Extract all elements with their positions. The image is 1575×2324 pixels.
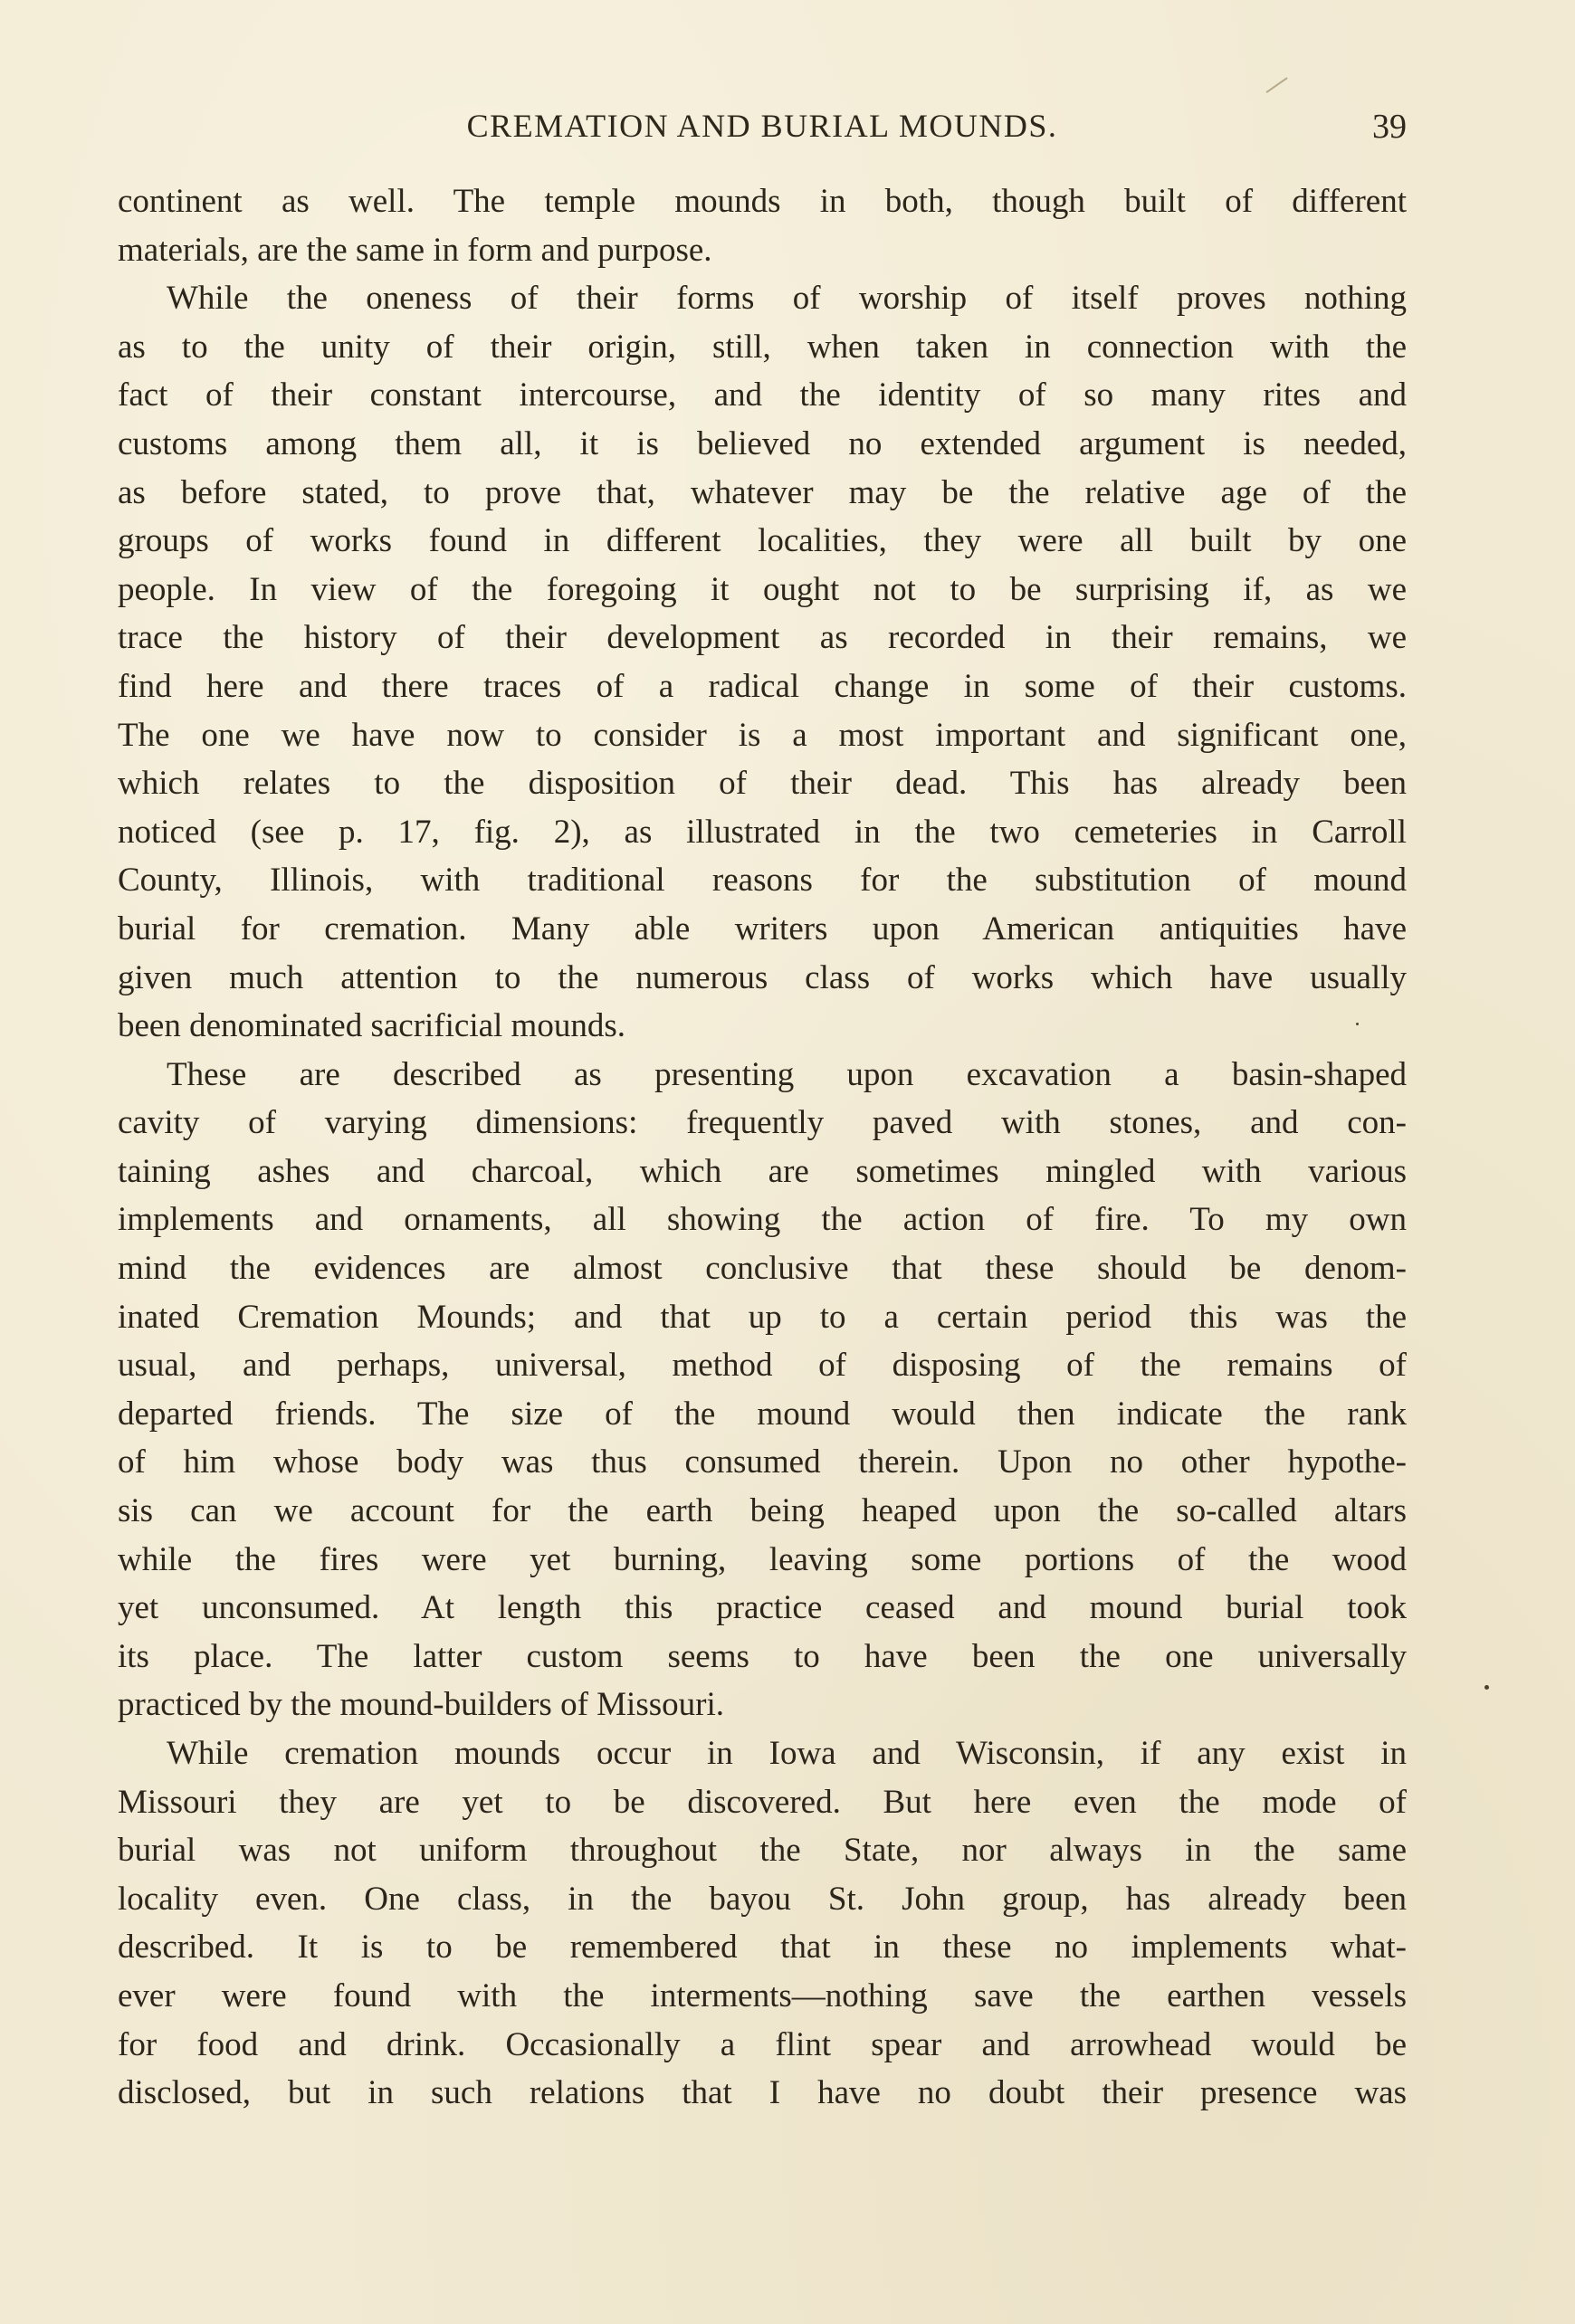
- text-line: described. It is to be remembered that in these no implements what-: [118, 1929, 1407, 1967]
- text-line: of him whose body was thus consumed therein. Upon no other hypothe-: [118, 1443, 1407, 1481]
- text-line: burial for cremation. Many able writers upon American antiquities have: [118, 910, 1407, 948]
- text-line: County, Illinois, with traditional reasons for the substitution of mound: [118, 862, 1407, 900]
- text-line: customs among them all, it is believed no extended argument is needed,: [118, 424, 1407, 462]
- page-number: 39: [1372, 108, 1407, 146]
- text-line: noticed (see p. 17, fig. 2), as illustrated in the two cemeteries in Carroll: [118, 813, 1407, 851]
- text-line: been denominated sacrificial mounds.: [118, 1007, 625, 1045]
- text-line: The one we have now to consider is a most important and significant one,: [118, 716, 1407, 754]
- text-line: While cremation mounds occur in Iowa and Wisconsin, if any exist in: [167, 1735, 1407, 1772]
- text-line: sis can we account for the earth being heaped upon the so-called altars: [118, 1492, 1407, 1530]
- text-line: continent as well. The temple mounds in both, though built of different: [118, 183, 1407, 220]
- text-line: as to the unity of their origin, still, when taken in connection with the: [118, 328, 1407, 366]
- text-line: materials, are the same in form and purpose.: [118, 231, 712, 269]
- text-line: groups of works found in different localities, they were all built by one: [118, 522, 1407, 560]
- text-line: While the oneness of their forms of worship of itself proves nothing: [167, 280, 1407, 318]
- body-text: [118, 177, 1407, 2168]
- text-line: which relates to the disposition of their dead. This has already been: [118, 765, 1407, 803]
- text-line: burial was not uniform throughout the State, nor always in the same: [118, 1832, 1407, 1870]
- text-line: inated Cremation Mounds; and that up to a certain period this was the: [118, 1298, 1407, 1336]
- text-line: fact of their constant intercourse, and the identity of so many rites and: [118, 376, 1407, 414]
- text-line: Missouri they are yet to be discovered. But here even the mode of: [118, 1783, 1407, 1821]
- text-line: usual, and perhaps, universal, method of disposing of the remains of: [118, 1347, 1407, 1385]
- text-line: find here and there traces of a radical change in some of their customs.: [118, 667, 1407, 705]
- text-line: while the fires were yet burning, leaving some portions of the wood: [118, 1540, 1407, 1578]
- running-title: CREMATION AND BURIAL MOUNDS.: [466, 108, 1058, 144]
- text-line: practiced by the mound-builders of Missouri.: [118, 1686, 724, 1724]
- text-line: cavity of varying dimensions: frequently paved with stones, and con-: [118, 1104, 1407, 1142]
- text-line: for food and drink. Occasionally a flint spear and arrowhead would be: [118, 2025, 1407, 2063]
- text-line: locality even. One class, in the bayou St. John group, has already been: [118, 1880, 1407, 1918]
- ink-speck: [1484, 1685, 1489, 1690]
- pencil-mark: [1266, 77, 1294, 102]
- text-line: given much attention to the numerous class of works which have usually: [118, 958, 1407, 996]
- text-line: as before stated, to prove that, whatever may be the relative age of the: [118, 473, 1407, 511]
- text-line: disclosed, but in such relations that I have no doubt their presence was: [118, 2074, 1407, 2112]
- text-line: mind the evidences are almost conclusive that these should be denom-: [118, 1250, 1407, 1288]
- ink-speck: [1356, 1023, 1359, 1025]
- text-line: implements and ornaments, all showing the action of fire. To my own: [118, 1201, 1407, 1239]
- text-line: people. In view of the foregoing it ought not to be surprising if, as we: [118, 570, 1407, 608]
- text-line: ever were found with the interments—nothing save the earthen vessels: [118, 1976, 1407, 2014]
- text-line: its place. The latter custom seems to have been the one universally: [118, 1637, 1407, 1675]
- text-line: These are described as presenting upon excavation a basin-shaped: [167, 1055, 1407, 1093]
- running-head: [118, 107, 1407, 152]
- text-line: departed friends. The size of the mound would then indicate the rank: [118, 1395, 1407, 1433]
- text-line: yet unconsumed. At length this practice ceased and mound burial took: [118, 1589, 1407, 1627]
- text-line: taining ashes and charcoal, which are sometimes mingled with various: [118, 1152, 1407, 1190]
- text-line: trace the history of their development as recorded in their remains, we: [118, 619, 1407, 657]
